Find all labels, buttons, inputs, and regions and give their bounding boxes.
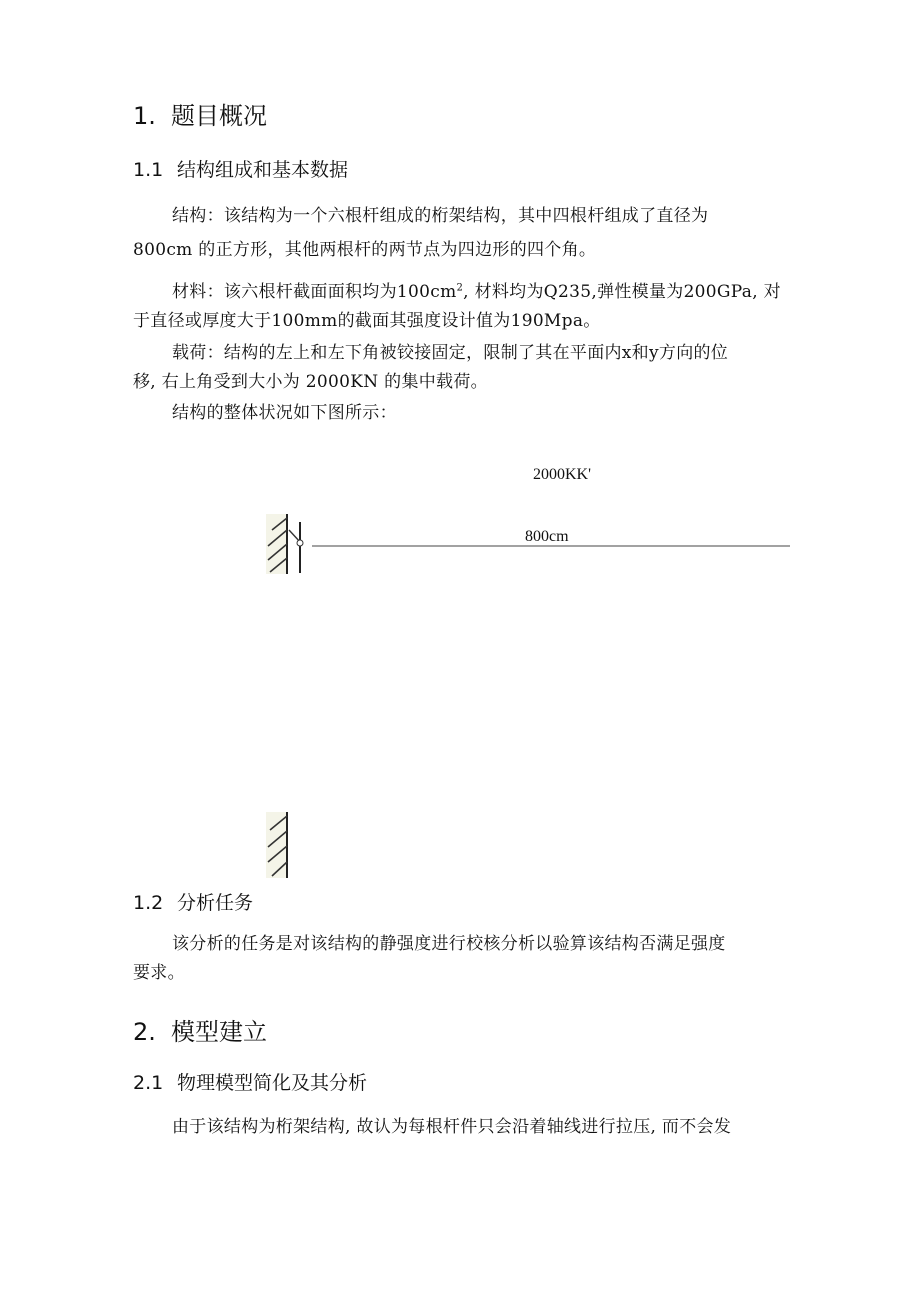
heading-number: 2.1 [133,1072,164,1094]
task-line-1: 该分析的任务是对该结构的静强度进行校核分析以验算该结构否满足强度 [172,934,726,954]
task-line-2: 要求。 [133,963,185,983]
structure-line-1: 结构：该结构为一个六根杆组成的桁架结构，其中四根杆组成了直径为 [172,206,709,226]
heading-number: 1.1 [133,159,164,181]
heading-number: 2. [133,1018,156,1046]
heading-title: 题目概况 [171,102,267,130]
heading-title: 分析任务 [177,892,254,914]
heading-number: 1.2 [133,892,164,914]
material-line-2: 于直径或厚度大于100mm的截面其强度设计值为190Mpa。 [133,311,601,331]
heading-section-1-2 [133,888,253,915]
heading-title: 模型建立 [171,1018,267,1046]
analysis-line-1: 由于该结构为桁架结构, 故认为每根杆件只会沿着轴线进行拉压, 而不会发 [172,1117,732,1137]
structure-line-2: 800cm 的正方形，其他两根杆的两节点为四边形的四个角。 [133,240,597,260]
load-line-1: 载荷：结构的左上和左下角被铰接固定，限制了其在平面内x和y方向的位 [172,343,729,363]
material-text-a: 材料：该六根杆截面面积均为100cm [172,282,457,302]
superscript: 2 [456,282,464,294]
load-label: 2000KK' [533,466,591,483]
heading-section-2-1 [133,1068,367,1095]
bottom-support-icon [266,812,288,878]
heading-title: 结构组成和基本数据 [177,159,349,181]
heading-number: 1. [133,102,156,130]
material-text-b: , 材料均为Q235,弹性模量为200GPa, 对 [463,282,781,302]
figure-intro: 结构的整体状况如下图所示： [172,403,397,423]
heading-section-2 [133,1012,267,1047]
heading-title: 物理模型简化及其分析 [177,1072,368,1094]
dimension-label: 800cm [525,528,569,545]
load-line-2: 移, 右上角受到大小为 2000KN 的集中载荷。 [133,372,488,392]
top-support-icon [266,514,303,574]
